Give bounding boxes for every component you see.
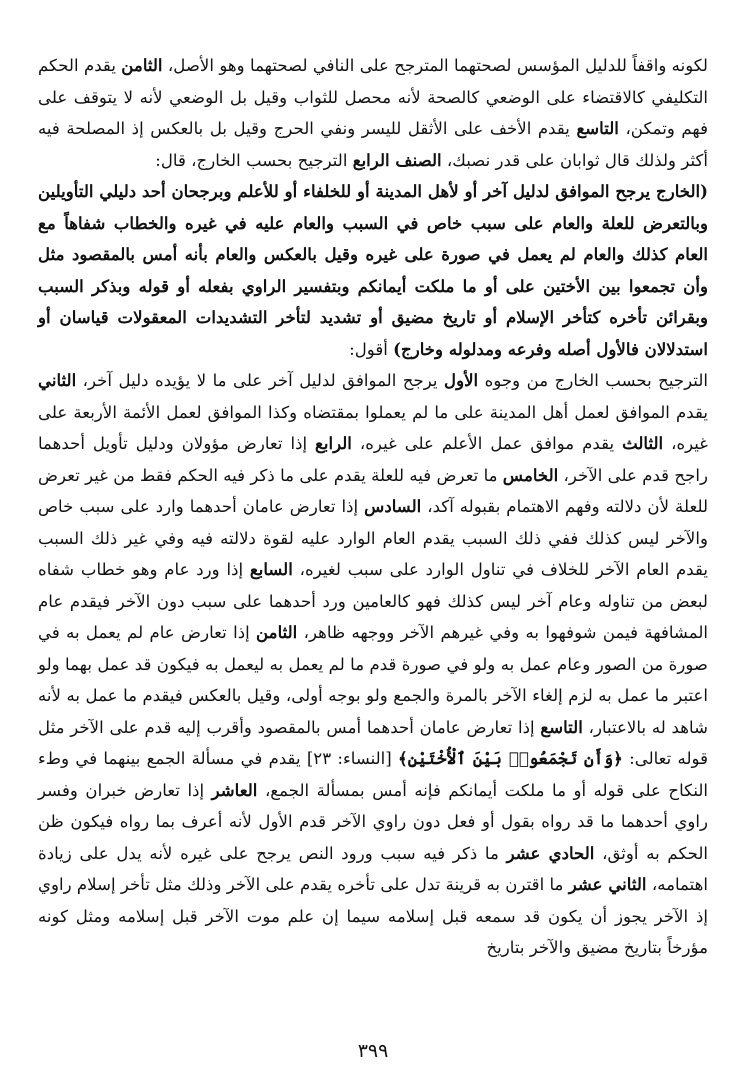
bold-term: الثاني (38, 370, 77, 390)
commentary-paragraph (38, 365, 708, 964)
bold-term: السابع (249, 559, 293, 579)
bold-term: الثاني عشر (568, 874, 647, 894)
bold-term: الثالث (622, 433, 664, 453)
bold-term: الخامس (502, 464, 559, 485)
text-run: إذا تعارض مؤولان ودليل تأويل أحدهما راجح قدم على الآخر، (38, 434, 708, 485)
text-run: يقدم الأخف على الأثقل لليسر ونفي الحرج وقيل بل بالعكس إذ المصلحة فيه أكثر ولذلك قال ثوابان على قدر نصبك، (38, 119, 708, 170)
page-number: ٣٩٩ (357, 1040, 389, 1062)
bold-term: الثامن (121, 55, 163, 75)
bold-term: الثامن (256, 622, 298, 642)
text-run: يرجح الموافق لدليل آخر على ما لا يؤيده دليل آخر، (76, 371, 445, 390)
bold-term: التاسع (576, 118, 619, 138)
text-run: ما تعرض فيه للعلة يقدم على ما ذكر فيه الحكم فقط من غير تعرض للعلة لأن دلالته وفهم الاهتمام بقبوله آكد، (38, 465, 708, 516)
text-run: إذا تعارض عام لم يعمل به في صورة من الصور وعام عمل به ولو في صورة قدم ما لم يعمل به ليعمل به فيكون قد عمل بهما ولو اعتبر ما عمل به لزم إلغاء الآخر بالمرة والجمع ولو بوجه أولى، وقيل بالعكس فيقدم ما عمل به لأنه شاهد له بالاعتبار، (38, 623, 708, 737)
page-body (38, 50, 708, 1050)
bold-term: الحادي عشر (506, 842, 595, 863)
text-run: إذا تعارض عامان أحدهما وارد على سبب خاص والآخر ليس كذلك ففي ذلك السبب يقدم العام الوارد عليه لقوة دلالته فيه وفي غير ذلك السبب يقدم العام الآخر للخلاف في تناول الوارد على سبب لغيره، (38, 497, 708, 579)
text-run: [النساء: ٢٣] (306, 749, 399, 768)
bold-term: الصنف الرابع (352, 149, 442, 170)
text-run: يقدم موافق عمل الأعلم على غيره، (351, 434, 623, 453)
text-run: إذا تعارض خبران وفسر راوي أحدهما ما قد رواه بقول أو فعل دون راوي الآخر قدم الأول لأنه أعرف بما رواه فيكون ظن الحكم به أوثق، (38, 780, 708, 863)
intro-paragraph (38, 50, 708, 176)
bold-term: ﴿وَأَن تَجْمَعُوا۟ بَيْنَ ٱلْأُخْتَيْنِ﴾ (398, 748, 623, 768)
bold-term: العاشر (211, 779, 258, 800)
text-run: الترجيح بحسب الخارج من وجوه (478, 371, 708, 390)
text-run: ما ذكر فيه سبب ورود النص يرجح على غيره لأنه يدل على زيادة اهتمامه، (38, 843, 708, 894)
text-run: يقدم الموافق لعمل أهل المدينة على ما لم يعملوا بمقتضاه وكذا الموافق لعمل الأئمة الأربعة على غيره، (38, 402, 708, 453)
text-run: إذا ورد عام وهو خطاب شفاه لبعض من تناوله وعام آخر ليس كذلك فهو كالعامين ورد أحدهما على سبب دون الآخر فيقدم عام المشافهة فيمن شوفهوا به وفي غيرهم الآخر ووجهه ظاهر، (38, 560, 708, 642)
text-run: إذا تعارض عامان أحدهما أمس بالمقصود وأقرب إليه قدم على الآخر مثل قوله تعالى: (38, 717, 709, 768)
bold-term: الأول (444, 370, 479, 390)
text-run: يقدم في مسألة الجمع بينهما في وطء النكاح على قوله أو ما ملكت أيمانكم فإنه أمس بمسألة الجمع، (38, 749, 708, 800)
bold-term: الرابع (315, 433, 352, 453)
text-run: ما اقترن به قرينة تدل على تأخره يقدم على الآخر وذلك مثل تأخر إسلام راوي إذ الآخر يجوز أن يكون قد سمعه قبل إسلامه سيما إن علم موت الآخر قبل إسلامه ومثل كونه مؤرخاً بتاريخ مضيق والآخر بتاريخ (38, 875, 708, 957)
matn-suffix: أقول: (349, 339, 394, 359)
text-run: لكونه واقفاً للدليل المؤسس لصحتهما المترجح على النافي لصحتهما وهو الأصل، (162, 56, 708, 75)
matn-text: (الخارج يرجح الموافق لدليل آخر أو لأهل المدينة أو للخلفاء أو للأعلم وبرجحان أحد دليلي التأويلين وبالتعرض للعلة والعام على سبب خاص في السبب والعام عليه في غيره والخطاب شفاهاً مع العام كذلك والعام لم يعمل في صورة على غيره وقيل بالعكس والعام بأنه أمس بالمقصود مثل وأن تجمعوا بين الأختين على أو ما ملكت أيمانكم وبتفسير الراوي بفعله أو قوله وبذكر السبب وبقرائن تأخره كتأخر الإسلام أو تاريخ مضيق أو تشديد لتأخر التشديدات المعقولات قياسان أو استدلالان فالأول أصله وفرعه ومدلوله وخارج) (38, 181, 708, 359)
text-run: الترجيح بحسب الخارج، قال: (155, 150, 353, 170)
bold-term: السادس (364, 496, 422, 516)
text-run: يقدم الحكم التكليفي كالاقتضاء على الوضعي كالصحة لأنه محصل للثواب وقيل بل الوضعي لأنه لا يتوقف على فهم وتمكن، (38, 56, 708, 138)
matn-paragraph (38, 176, 708, 365)
bold-term: التاسع (540, 716, 583, 737)
